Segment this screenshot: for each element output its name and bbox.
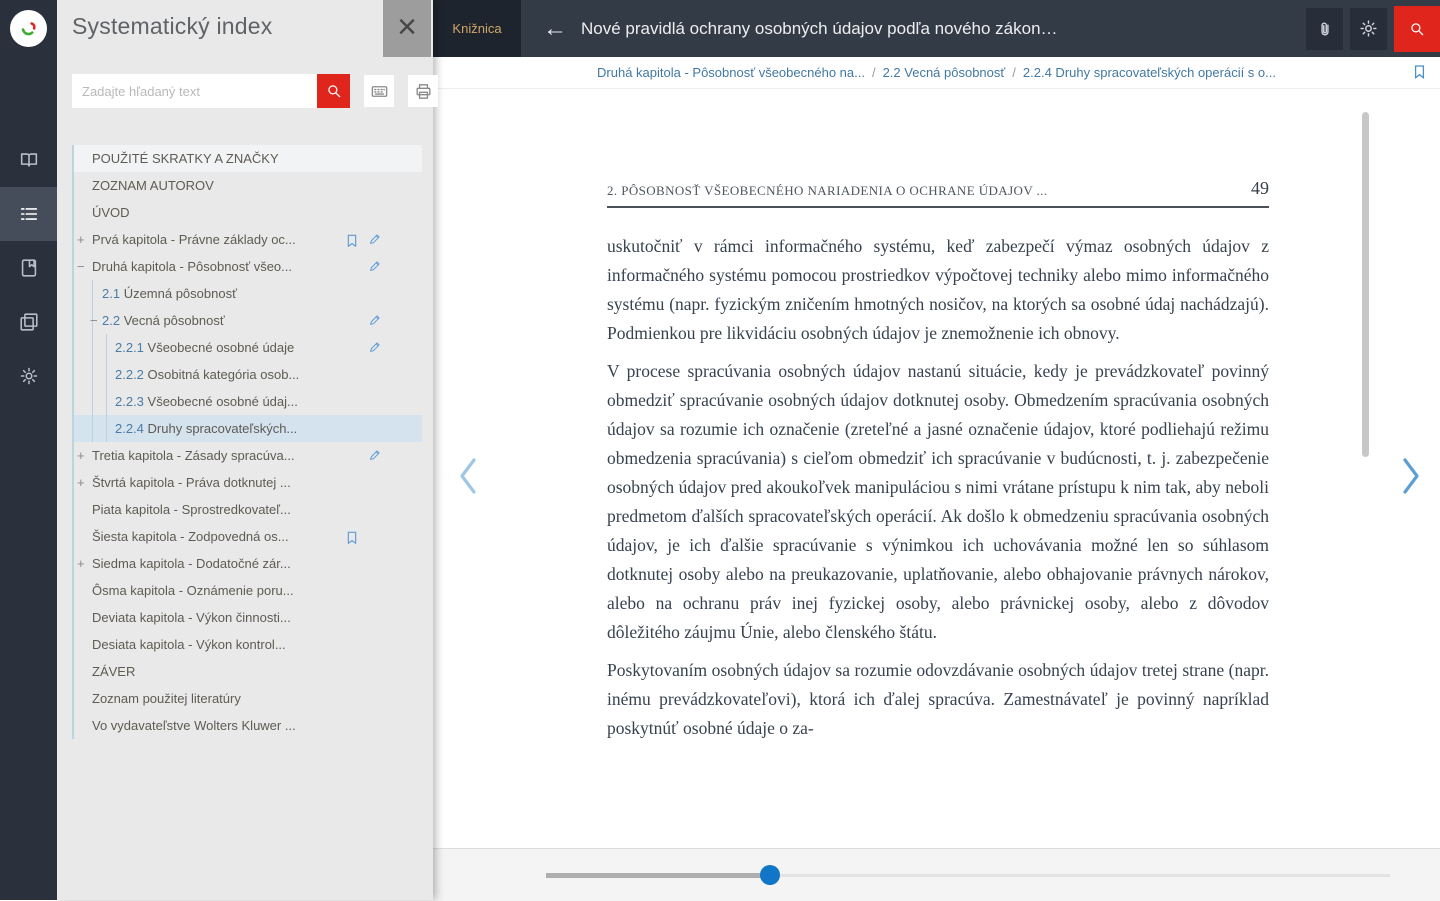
search-input[interactable]: [72, 74, 317, 108]
search-icon: [325, 82, 343, 100]
tree-guide-line: [92, 361, 93, 388]
reader-header: [433, 0, 1440, 57]
rail-button-publication[interactable]: [0, 133, 57, 187]
tree-guide-line: [106, 388, 107, 415]
rail-button-settings-wheel[interactable]: [0, 349, 57, 403]
page-number: 49: [1251, 178, 1269, 198]
tree-item[interactable]: [74, 631, 422, 658]
collapse-icon[interactable]: −: [90, 313, 98, 328]
paragraph: Poskytovaním osobných údajov sa rozumie odovzdávanie osobných údajov tretej strane (napr. inému prevádzkovateľovi), ktorá ich ďalej spracúva. Zamestnávateľ je povinný napríklad poskytnúť osobné údaje o za-: [607, 660, 1269, 738]
expand-icon[interactable]: +: [77, 556, 85, 571]
app-rail: [0, 0, 57, 900]
tree-item-label: Piata kapitola - Sprostredkovateľ...: [92, 502, 291, 517]
tree-item-label: 2.2.3 Všeobecné osobné údaj...: [115, 394, 298, 409]
tree-item-label: Desiata kapitola - Výkon kontrol...: [92, 637, 286, 652]
gear-button[interactable]: [1350, 8, 1387, 50]
page-scrollbar[interactable]: [1362, 112, 1369, 457]
rail-button-book-bookmark[interactable]: [0, 241, 57, 295]
tree-item[interactable]: [74, 469, 422, 496]
wolters-kluwer-logo-icon: [16, 16, 42, 42]
tree-item-label: Druhá kapitola - Pôsobnosť všeo...: [92, 259, 292, 274]
tree-item[interactable]: [74, 226, 422, 253]
tree-item-label: 2.1 Územná pôsobnosť: [102, 286, 237, 301]
index-tree: [72, 145, 422, 739]
tree-item[interactable]: [74, 172, 422, 199]
arrow-left-icon: ←: [543, 14, 567, 42]
tree-item[interactable]: [74, 388, 422, 415]
tree-item[interactable]: [74, 550, 422, 577]
close-panel-button[interactable]: ×: [383, 0, 431, 57]
tree-item-label: Vo vydavateľstve Wolters Kluwer ...: [92, 718, 296, 733]
gear-icon: [1358, 18, 1379, 39]
next-page-button[interactable]: [1398, 455, 1424, 497]
tree-item[interactable]: [74, 415, 422, 442]
collapse-icon[interactable]: −: [77, 259, 85, 274]
tree-item-label: POUŽITÉ SKRATKY A ZNAČKY: [92, 151, 279, 166]
printer-button[interactable]: [408, 75, 438, 107]
paragraph: V procese spracúvania osobných údajov nastanú situácie, kedy je prevádzkovateľ povinný obmedziť spracúvanie osobných údajov dotknutej osoby. Obmedzením spracúvania osobných údajov sa rozumie ich označenie (zreteľné a jasné označenie údajov, ktoré podliehajú režimu obmedzenia spracúvania) s cieľom obmedziť ich spracúvanie v budúcnosti, t. j. zabezpečenie osobných údajov pred akoukoľvek manipuláciou s nimi vrátane prístupu k nim tak, aby neboli predmetom ďalších spracovateľských operácií. Ak došlo k obmedzeniu spracúvania osobných údajov, je ich ďalšie spracúvanie s výnimkou ich uchovávania možné len so súhlasom dotknutej osoby alebo na preukazovanie, uplatňovanie, alebo obhajovanie právnych nárokov, alebo na ochranu práv inej fyzickej osoby, alebo právnickej osoby, alebo z dôvodov dôležitého záujmu Únie, alebo členského štátu.: [607, 361, 1269, 642]
tree-guide-line: [92, 334, 93, 361]
breadcrumb: [433, 57, 1440, 89]
tree-item-label: Deviata kapitola - Výkon činnosti...: [92, 610, 291, 625]
tree-guide-line: [106, 361, 107, 388]
systematic-index-icon: [18, 203, 40, 225]
tree-item[interactable]: [74, 685, 422, 712]
tree-item-label: ZÁVER: [92, 664, 136, 679]
tree-item-label: Tretia kapitola - Zásady spracúva...: [92, 448, 295, 463]
edit-pencil-icon[interactable]: [368, 259, 382, 273]
page-text: [607, 232, 1269, 743]
search-button[interactable]: [317, 74, 350, 108]
chevron-right-icon: [1398, 455, 1424, 497]
expand-icon[interactable]: +: [77, 448, 85, 463]
edit-pencil-icon[interactable]: [368, 313, 382, 327]
running-head-title: 2. PÔSOBNOSŤ VŠEOBECNÉHO NARIADENIA O OCHRANE ÚDAJOV ...: [607, 183, 1048, 198]
search-icon: [1408, 20, 1426, 38]
document-title: Nové pravidlá ochrany osobných údajov podľa nového zákon…: [581, 18, 1058, 38]
tree-item[interactable]: [74, 253, 422, 280]
keyboard-icon: [370, 82, 389, 101]
expand-icon[interactable]: +: [77, 232, 85, 247]
paragraph: uskutočniť v rámci informačného systému, keď zabezpečí výmaz osobných údajov z informačného systému pomocou prostriedkov výpočtovej techniky alebo mimo informačného systému (napr. fyzickým zničením hmotných nosičov, na ktorých sa osobné údaj nachádzajú). Podmienkou pre likvidáciu osobných údajov je znemožnenie ich obnovy.: [607, 236, 1269, 343]
previous-page-button[interactable]: [455, 455, 481, 497]
tree-guide-line: [92, 280, 93, 307]
wolters-kluwer-logo[interactable]: [10, 10, 47, 47]
progress-bar-container: [433, 848, 1440, 901]
tree-guide-line: [92, 415, 93, 442]
edit-pencil-icon[interactable]: [368, 448, 382, 462]
tree-item[interactable]: [74, 361, 422, 388]
expand-icon[interactable]: +: [77, 475, 85, 490]
tree-item[interactable]: [74, 199, 422, 226]
tree-item-label: Štvrtá kapitola - Práva dotknutej ...: [92, 475, 291, 490]
chevron-left-icon: [455, 455, 481, 497]
breadcrumb-link[interactable]: Druhá kapitola - Pôsobnosť všeobecného na...: [597, 65, 865, 80]
export-pages-icon: [18, 311, 40, 333]
tree-item-label: Šiesta kapitola - Zodpovedná os...: [92, 529, 289, 544]
tree-item-label: 2.2 Vecná pôsobnosť: [102, 313, 225, 328]
keyboard-button[interactable]: [364, 75, 394, 107]
back-button[interactable]: [533, 0, 577, 57]
bookmark-icon: [1411, 61, 1428, 83]
bookmark-icon[interactable]: [344, 528, 360, 548]
breadcrumb-link[interactable]: 2.2.4 Druhy spracovateľských operácií s o...: [1022, 65, 1276, 80]
tree-guide-line: [106, 334, 107, 361]
tree-item[interactable]: [74, 442, 422, 469]
publication-icon: [18, 149, 40, 171]
tree-item[interactable]: [74, 523, 422, 550]
breadcrumb-separator: /: [871, 65, 876, 80]
settings-wheel-icon: [18, 365, 40, 387]
breadcrumb-link[interactable]: 2.2 Vecná pôsobnosť: [882, 65, 1006, 80]
tree-item[interactable]: [74, 145, 422, 172]
book-page: [433, 88, 1440, 848]
tree-item-label: 2.2.2 Osobitná kategória osob...: [115, 367, 300, 382]
panel-title: Systematický index: [72, 13, 273, 39]
paperclip-icon: [1315, 19, 1335, 39]
tree-item[interactable]: [74, 604, 422, 631]
tree-item-label: Siedma kapitola - Dodatočné zár...: [92, 556, 291, 571]
tree-item-label: Ôsma kapitola - Oznámenie poru...: [92, 583, 294, 598]
tree-item[interactable]: [74, 712, 422, 739]
rail-button-systematic-index[interactable]: [0, 187, 57, 241]
tree-item-label: 2.2.4 Druhy spracovateľských...: [115, 421, 298, 436]
running-head: [607, 178, 1269, 208]
tree-item-label: ÚVOD: [92, 205, 130, 220]
tree-item[interactable]: [74, 334, 422, 361]
rail-button-export-pages[interactable]: [0, 295, 57, 349]
edit-pencil-icon[interactable]: [368, 232, 382, 246]
search-button[interactable]: [1394, 6, 1440, 52]
tree-guide-line: [106, 415, 107, 442]
tree-item[interactable]: [74, 496, 422, 523]
tree-item[interactable]: [74, 280, 422, 307]
breadcrumb-separator: /: [1012, 65, 1016, 80]
tree-item-label: 2.2.1 Všeobecné osobné údaje: [115, 340, 295, 355]
book-bookmark-icon: [18, 257, 40, 279]
progress-slider-fill: [546, 873, 770, 878]
tree-item[interactable]: [74, 577, 422, 604]
progress-slider-track[interactable]: [546, 874, 1390, 877]
systematic-index-panel: [57, 0, 433, 900]
tree-item-label: Zoznam použitej literatúry: [92, 691, 241, 706]
tree-item[interactable]: [74, 307, 422, 334]
tree-guide-line: [92, 388, 93, 415]
tree-item-label: Prvá kapitola - Právne základy oc...: [92, 232, 296, 247]
paperclip-button[interactable]: [1306, 8, 1343, 50]
printer-icon: [414, 82, 433, 101]
bookmark-icon[interactable]: [344, 231, 360, 251]
tree-item-label: ZOZNAM AUTOROV: [92, 178, 214, 193]
bookmark-page-button[interactable]: [1411, 61, 1428, 83]
library-button[interactable]: Knižnica: [433, 0, 521, 57]
edit-pencil-icon[interactable]: [368, 340, 382, 354]
progress-slider-knob[interactable]: [760, 865, 780, 885]
tree-item[interactable]: [74, 658, 422, 685]
